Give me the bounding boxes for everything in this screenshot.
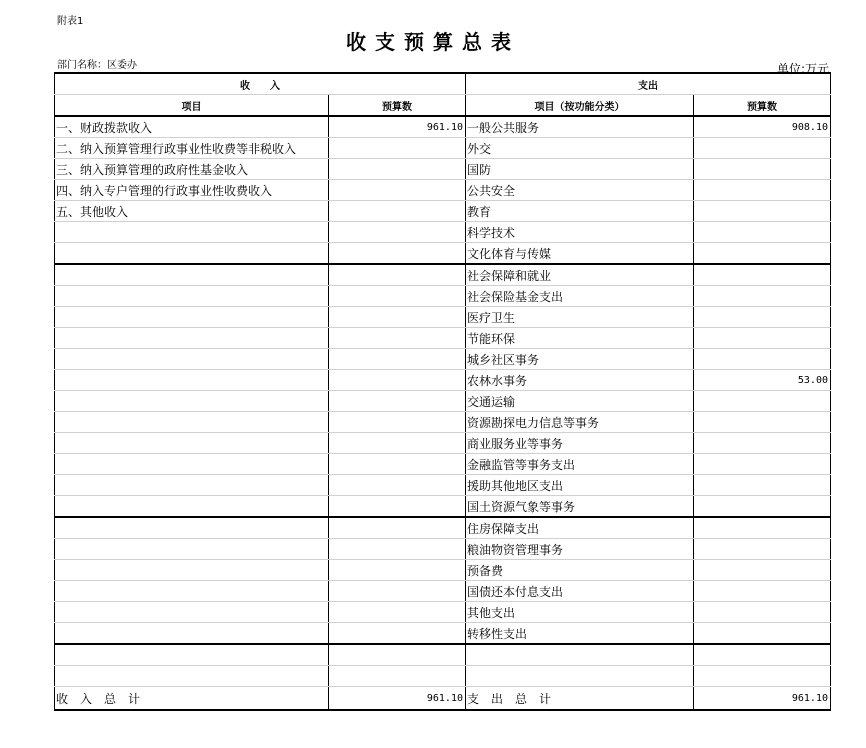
expense-item-cell: 转移性支出 — [466, 623, 694, 645]
expense-amount-cell — [694, 412, 831, 433]
table-row — [55, 243, 831, 265]
income-item-cell — [55, 496, 329, 518]
expense-group-header: 支出 — [466, 73, 831, 95]
table-row — [55, 328, 831, 349]
expense-amount-cell — [694, 328, 831, 349]
expense-amount-cell — [694, 623, 831, 645]
table-row — [55, 644, 831, 666]
income-total-amount: 961.10 — [329, 687, 466, 711]
col-header-income-item: 项目 — [55, 95, 329, 117]
income-item-cell — [55, 370, 329, 391]
income-item-cell — [55, 602, 329, 623]
income-amount-cell — [329, 264, 466, 286]
expense-item-cell: 医疗卫生 — [466, 307, 694, 328]
expense-amount-cell — [694, 666, 831, 687]
expense-item-cell: 交通运输 — [466, 391, 694, 412]
table-row — [55, 180, 831, 201]
table-row — [55, 517, 831, 539]
income-item-cell: 一、财政拨款收入 — [55, 116, 329, 138]
income-item-cell — [55, 412, 329, 433]
budget-table — [54, 72, 831, 711]
expense-item-cell: 金融监管等事务支出 — [466, 454, 694, 475]
expense-item-cell: 商业服务业等事务 — [466, 433, 694, 454]
income-amount-cell — [329, 138, 466, 159]
expense-item-cell: 社会保障和就业 — [466, 264, 694, 286]
income-amount-cell — [329, 243, 466, 265]
income-item-cell — [55, 454, 329, 475]
group-header-row — [55, 73, 831, 95]
expense-item-cell: 教育 — [466, 201, 694, 222]
expense-item-cell: 粮油物资管理事务 — [466, 539, 694, 560]
expense-item-cell: 国债还本付息支出 — [466, 581, 694, 602]
income-amount-cell — [329, 581, 466, 602]
expense-total-label: 支出总计 — [466, 687, 694, 711]
expense-item-cell: 科学技术 — [466, 222, 694, 243]
income-amount-cell — [329, 412, 466, 433]
table-row — [55, 138, 831, 159]
expense-amount-cell: 53.00 — [694, 370, 831, 391]
table-row — [55, 307, 831, 328]
income-amount-cell — [329, 539, 466, 560]
table-row — [55, 412, 831, 433]
col-header-expense-item: 项目（按功能分类） — [466, 95, 694, 117]
income-amount-cell — [329, 644, 466, 666]
income-amount-cell — [329, 623, 466, 645]
table-row — [55, 623, 831, 645]
expense-amount-cell — [694, 644, 831, 666]
income-item-cell — [55, 475, 329, 496]
income-amount-cell — [329, 180, 466, 201]
income-item-cell — [55, 264, 329, 286]
table-row — [55, 116, 831, 138]
col-header-income-budget: 预算数 — [329, 95, 466, 117]
expense-amount-cell — [694, 286, 831, 307]
income-amount-cell — [329, 159, 466, 180]
expense-item-cell: 节能环保 — [466, 328, 694, 349]
expense-item-cell: 其他支出 — [466, 602, 694, 623]
expense-amount-cell — [694, 349, 831, 370]
table-row — [55, 560, 831, 581]
expense-amount-cell — [694, 496, 831, 518]
table-row — [55, 159, 831, 180]
table-row — [55, 222, 831, 243]
income-amount-cell: 961.10 — [329, 116, 466, 138]
income-item-cell — [55, 307, 329, 328]
expense-total-amount: 961.10 — [694, 687, 831, 711]
table-row — [55, 539, 831, 560]
expense-amount-cell — [694, 560, 831, 581]
expense-item-cell: 社会保险基金支出 — [466, 286, 694, 307]
page-title: 收支预算总表 — [346, 30, 520, 54]
expense-amount-cell — [694, 201, 831, 222]
table-row — [55, 496, 831, 518]
expense-item-cell: 农林水事务 — [466, 370, 694, 391]
income-amount-cell — [329, 222, 466, 243]
expense-item-cell: 国防 — [466, 159, 694, 180]
income-item-cell — [55, 222, 329, 243]
income-group-header: 收 入 — [55, 73, 466, 95]
expense-amount-cell — [694, 433, 831, 454]
expense-amount-cell — [694, 138, 831, 159]
department-label: 部门名称：区委办 — [57, 60, 137, 71]
expense-item-cell: 一般公共服务 — [466, 116, 694, 138]
expense-amount-cell — [694, 243, 831, 265]
table-row — [55, 433, 831, 454]
income-item-cell — [55, 517, 329, 539]
unit-label: 单位:万元 — [776, 62, 829, 76]
income-item-cell: 五、其他收入 — [55, 201, 329, 222]
expense-amount-cell — [694, 180, 831, 201]
table-row — [55, 264, 831, 286]
income-amount-cell — [329, 602, 466, 623]
income-amount-cell — [329, 286, 466, 307]
expense-amount-cell — [694, 517, 831, 539]
income-amount-cell — [329, 496, 466, 518]
expense-amount-cell — [694, 539, 831, 560]
income-amount-cell — [329, 517, 466, 539]
income-amount-cell — [329, 349, 466, 370]
table-row — [55, 602, 831, 623]
income-amount-cell — [329, 307, 466, 328]
expense-item-cell: 预备费 — [466, 560, 694, 581]
income-item-cell — [55, 433, 329, 454]
expense-item-cell — [466, 644, 694, 666]
income-item-cell — [55, 666, 329, 687]
expense-item-cell: 外交 — [466, 138, 694, 159]
income-item-cell — [55, 243, 329, 265]
totals-row — [55, 687, 831, 711]
income-amount-cell — [329, 391, 466, 412]
income-amount-cell — [329, 475, 466, 496]
income-item-cell — [55, 581, 329, 602]
table-row — [55, 370, 831, 391]
income-total-label: 收入总计 — [55, 687, 329, 711]
expense-amount-cell — [694, 581, 831, 602]
income-item-cell — [55, 286, 329, 307]
income-item-cell — [55, 328, 329, 349]
table-row — [55, 581, 831, 602]
income-amount-cell — [329, 666, 466, 687]
income-amount-cell — [329, 560, 466, 581]
expense-amount-cell — [694, 264, 831, 286]
income-amount-cell — [329, 433, 466, 454]
income-amount-cell — [329, 201, 466, 222]
expense-item-cell: 援助其他地区支出 — [466, 475, 694, 496]
expense-item-cell: 国土资源气象等事务 — [466, 496, 694, 518]
column-header-row — [55, 95, 831, 117]
table-row — [55, 454, 831, 475]
table-row — [55, 349, 831, 370]
expense-amount-cell — [694, 307, 831, 328]
expense-item-cell: 住房保障支出 — [466, 517, 694, 539]
table-row — [55, 475, 831, 496]
expense-item-cell: 资源勘探电力信息等事务 — [466, 412, 694, 433]
income-amount-cell — [329, 454, 466, 475]
income-item-cell: 二、纳入预算管理行政事业性收费等非税收入 — [55, 138, 329, 159]
expense-amount-cell: 908.10 — [694, 116, 831, 138]
expense-amount-cell — [694, 159, 831, 180]
expense-amount-cell — [694, 602, 831, 623]
table-row — [55, 201, 831, 222]
table-row — [55, 286, 831, 307]
expense-item-cell: 城乡社区事务 — [466, 349, 694, 370]
income-item-cell — [55, 560, 329, 581]
income-item-cell: 三、纳入预算管理的政府性基金收入 — [55, 159, 329, 180]
table-row — [55, 391, 831, 412]
income-item-cell — [55, 539, 329, 560]
col-header-expense-budget: 预算数 — [694, 95, 831, 117]
income-item-cell — [55, 623, 329, 645]
expense-amount-cell — [694, 454, 831, 475]
expense-item-cell: 公共安全 — [466, 180, 694, 201]
income-amount-cell — [329, 328, 466, 349]
income-item-cell: 四、纳入专户管理的行政事业性收费收入 — [55, 180, 329, 201]
expense-item-cell — [466, 666, 694, 687]
income-item-cell — [55, 349, 329, 370]
table-row — [55, 666, 831, 687]
expense-amount-cell — [694, 391, 831, 412]
expense-amount-cell — [694, 222, 831, 243]
income-item-cell — [55, 644, 329, 666]
annex-label: 附表1 — [57, 16, 84, 27]
income-item-cell — [55, 391, 329, 412]
expense-amount-cell — [694, 475, 831, 496]
income-amount-cell — [329, 370, 466, 391]
expense-item-cell: 文化体育与传媒 — [466, 243, 694, 265]
